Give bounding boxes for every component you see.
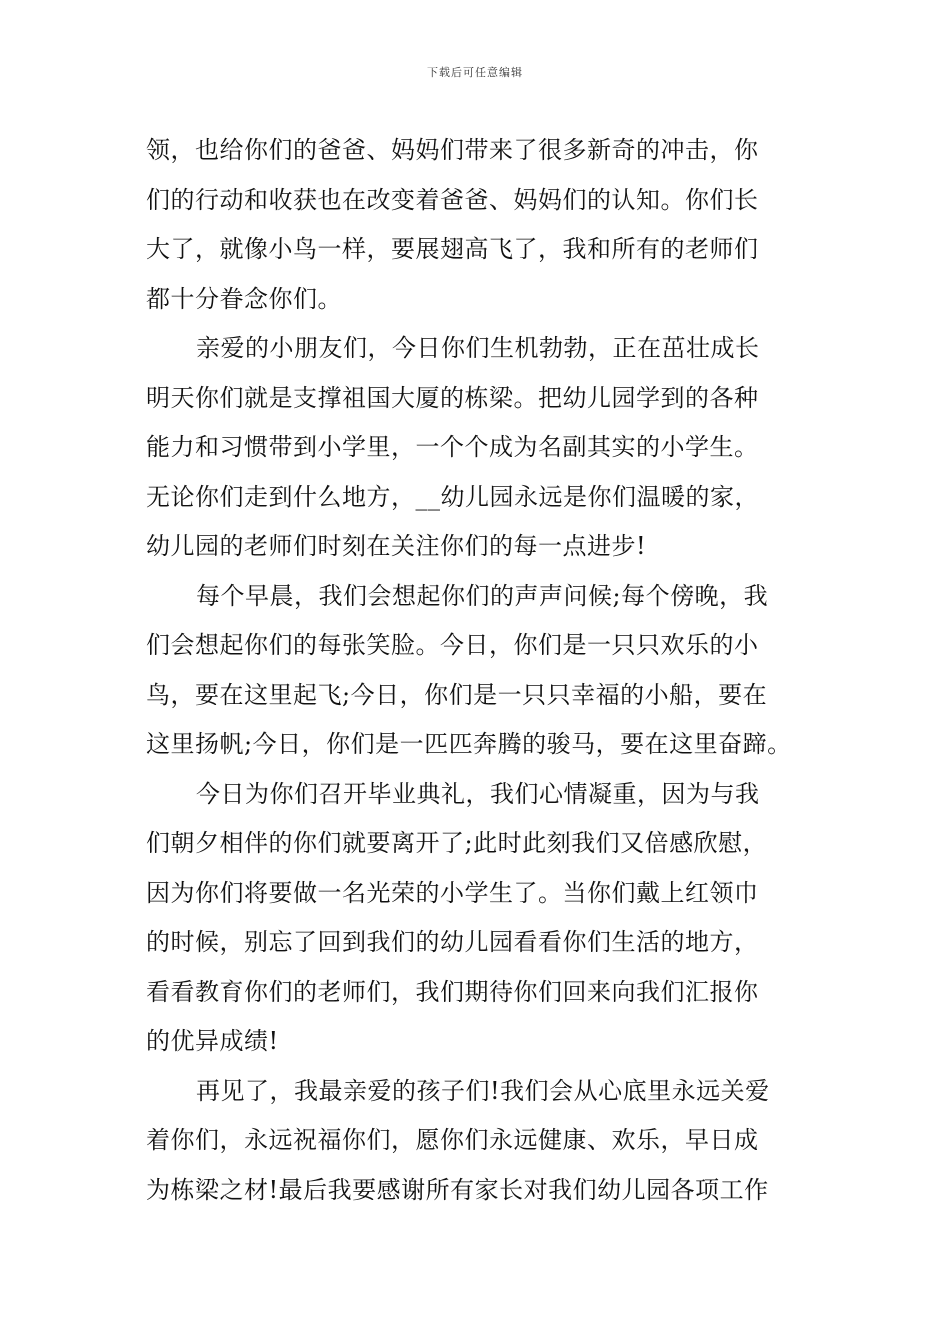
text-line: 看看教育你们的老师们，我们期待你们回来向我们汇报你 (146, 977, 759, 1006)
page-header: 下载后可任意编辑 (427, 66, 523, 79)
text-line: 幼儿园的老师们时刻在关注你们的每一点进步! (146, 532, 647, 560)
text-line: 的优异成绩! (146, 1027, 279, 1055)
text-line: 们朝夕相伴的你们就要离开了;此时此刻我们又倍感欣慰， (146, 829, 768, 857)
text-line: 因为你们将要做一名光荣的小学生了。当你们戴上红领巾 (146, 878, 759, 907)
paragraph-first-line: 亲爱的小朋友们，今日你们生机勃勃，正在茁壮成长 (196, 334, 760, 362)
text-line: 领，也给你们的爸爸、妈妈们带来了很多新奇的冲击，你 (146, 136, 759, 164)
text-line: 着你们，永远祝福你们，愿你们永远健康、欢乐，早日成 (146, 1126, 759, 1154)
text-line: 为栋梁之材!最后我要感谢所有家长对我们幼儿园各项工作 (146, 1175, 769, 1204)
text-line: 鸟，要在这里起飞;今日，你们是一只只幸福的小船，要在 (146, 680, 768, 709)
text-line: 明天你们就是支撑祖国大厦的栋梁。把幼儿园学到的各种 (146, 383, 759, 412)
document-body (146, 126, 808, 1215)
text-line: 们会想起你们的每张笑脸。今日，你们是一只只欢乐的小 (146, 631, 759, 659)
paragraph-first-line: 再见了，我最亲爱的孩子们!我们会从心底里永远关爱 (196, 1076, 770, 1105)
text-line: 无论你们走到什么地方，__幼儿园永远是你们温暖的家， (146, 482, 759, 511)
paragraph-first-line: 每个早晨，我们会想起你们的声声问候;每个傍晚，我 (196, 581, 769, 610)
text-line: 们的行动和收获也在改变着爸爸、妈妈们的认知。你们长 (146, 185, 759, 214)
text-line: 能力和习惯带到小学里，一个个成为名副其实的小学生。 (146, 433, 759, 461)
text-line: 大了，就像小鸟一样，要展翅高飞了，我和所有的老师们 (146, 235, 759, 263)
text-line: 这里扬帆;今日，你们是一匹匹奔腾的骏马，要在这里奋蹄。 (146, 730, 792, 758)
text-line: 都十分眷念你们。 (146, 284, 342, 313)
paragraph-first-line: 今日为你们召开毕业典礼，我们心情凝重，因为与我 (196, 779, 760, 808)
text-line: 的时候，别忘了回到我们的幼儿园看看你们生活的地方， (146, 928, 759, 956)
